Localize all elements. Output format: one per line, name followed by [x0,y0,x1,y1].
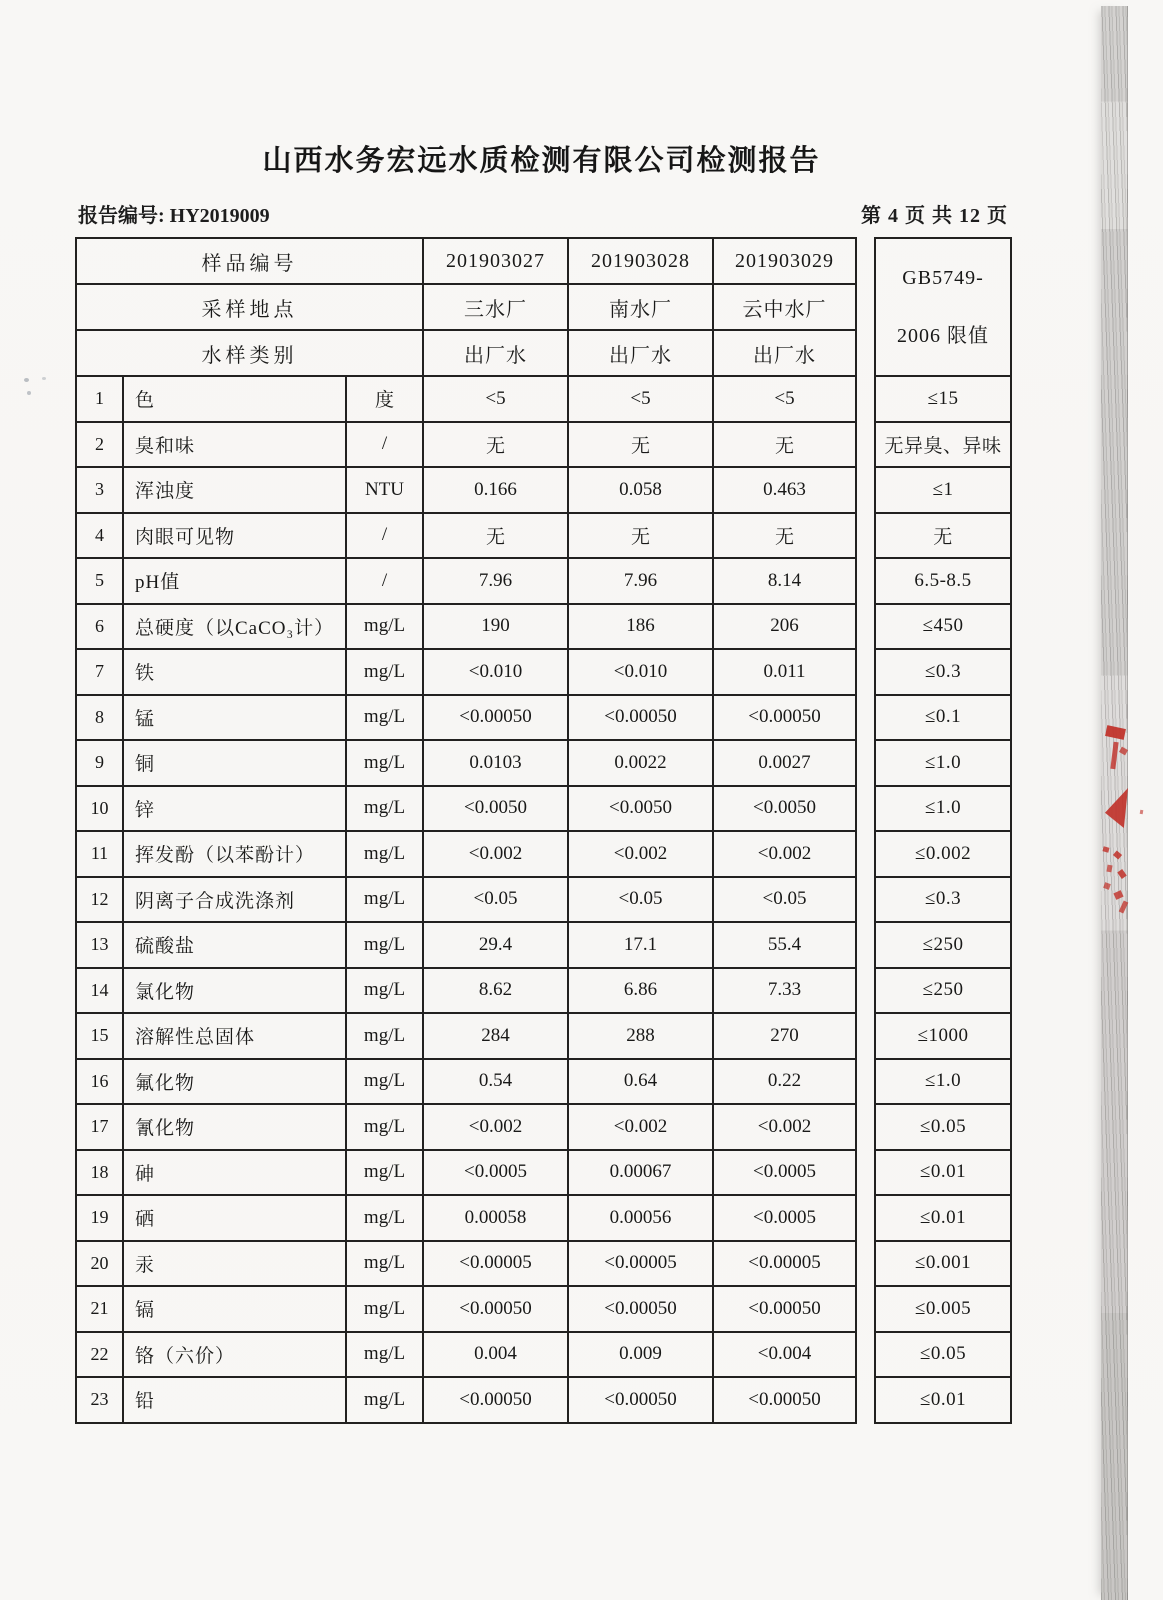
unit: mg/L [346,968,423,1014]
item-name: 砷 [123,1150,346,1196]
unit: mg/L [346,695,423,741]
limit-row [875,922,1011,968]
sample1-value: 8.62 [423,968,568,1014]
sample1-value: 无 [423,422,568,468]
limit-value: ≤0.01 [875,1377,1011,1423]
row-number: 16 [76,1059,123,1105]
row-number: 17 [76,1104,123,1150]
item-name: 臭和味 [123,422,346,468]
unit: mg/L [346,1241,423,1287]
unit: mg/L [346,877,423,923]
row-number: 1 [76,376,123,422]
sample2-value: 0.0022 [568,740,713,786]
unit: mg/L [346,922,423,968]
result-row [76,376,856,422]
results-table-body [76,238,856,1423]
sample3-value: 0.0027 [713,740,856,786]
sample3-value: <0.002 [713,1104,856,1150]
sample1-value: 无 [423,513,568,559]
limit-header-gap [876,293,1010,321]
limit-row [875,740,1011,786]
row-number: 14 [76,968,123,1014]
limit-header-line2: 2006 限值 [897,325,990,347]
report-number [78,199,270,228]
limit-value: ≤0.05 [875,1332,1011,1378]
limit-value: 无异臭、异味 [875,422,1011,468]
unit: mg/L [346,831,423,877]
sample2-value: 无 [568,422,713,468]
sample3-value: <0.0005 [713,1195,856,1241]
sample3-value: 无 [713,422,856,468]
row-number: 19 [76,1195,123,1241]
header-row [76,238,856,284]
limit-row [875,376,1011,422]
result-row [76,831,856,877]
result-row [76,467,856,513]
report-number-value: HY2019009 [169,205,270,227]
sample3-value: <0.0005 [713,1150,856,1196]
scan-speck [42,377,46,380]
row-number: 2 [76,422,123,468]
result-row [76,1059,856,1105]
item-name: 铬（六价） [123,1332,346,1378]
item-name: 硫酸盐 [123,922,346,968]
header-value: 出厂水 [713,330,856,376]
sample3-value: 7.33 [713,968,856,1014]
report-title: 山西水务宏远水质检测有限公司检测报告 [262,143,821,177]
limit-row [875,558,1011,604]
unit: mg/L [346,1332,423,1378]
row-number: 4 [76,513,123,559]
sample2-value: <0.05 [568,877,713,923]
sample3-value: <0.00005 [713,1241,856,1287]
header-value: 出厂水 [568,330,713,376]
limit-row [875,786,1011,832]
sample3-value: <0.002 [713,831,856,877]
row-number: 15 [76,1013,123,1059]
row-number: 8 [76,695,123,741]
sample1-value: <0.05 [423,877,568,923]
limit-value: ≤0.3 [875,877,1011,923]
item-name: 总硬度（以CaCO₃计） [123,604,346,650]
unit: mg/L [346,1195,423,1241]
header-row [76,284,856,330]
row-number: 22 [76,1332,123,1378]
page-indicator: 第 4 页 共 12 页 [861,205,1008,227]
limit-header-cell [875,238,1011,376]
limit-value: ≤0.3 [875,649,1011,695]
limit-header-row [875,238,1011,376]
limit-row [875,604,1011,650]
unit: / [346,422,423,468]
sample2-value: <0.00050 [568,695,713,741]
row-number: 3 [76,467,123,513]
row-number: 11 [76,831,123,877]
sample2-value: <0.002 [568,831,713,877]
sample3-value: <0.05 [713,877,856,923]
header-value: 201903029 [713,238,856,284]
unit: mg/L [346,1104,423,1150]
sample1-value: <0.00005 [423,1241,568,1287]
item-name: 镉 [123,1286,346,1332]
sample3-value: 8.14 [713,558,856,604]
result-row [76,1104,856,1150]
limits-table-body [875,238,1011,1423]
item-name: 浑浊度 [123,467,346,513]
sample2-value: <0.010 [568,649,713,695]
limit-value: ≤0.05 [875,1104,1011,1150]
limit-value: ≤250 [875,968,1011,1014]
item-name: 硒 [123,1195,346,1241]
limit-row [875,1195,1011,1241]
header-value: 云中水厂 [713,284,856,330]
row-number: 5 [76,558,123,604]
sample2-value: 0.058 [568,467,713,513]
row-number: 12 [76,877,123,923]
sample1-value: 0.004 [423,1332,568,1378]
unit: / [346,513,423,559]
sample2-value: 无 [568,513,713,559]
limit-value: ≤0.002 [875,831,1011,877]
result-row [76,740,856,786]
sample3-value: <5 [713,376,856,422]
item-name: 氟化物 [123,1059,346,1105]
result-row [76,1013,856,1059]
sample2-value: 0.00056 [568,1195,713,1241]
unit: mg/L [346,786,423,832]
sample2-value: <0.00050 [568,1286,713,1332]
result-row [76,604,856,650]
unit: mg/L [346,1059,423,1105]
item-name: 色 [123,376,346,422]
header-value: 三水厂 [423,284,568,330]
sample1-value: <0.00050 [423,1286,568,1332]
sample1-value: <0.00050 [423,1377,568,1423]
limit-value: ≤1.0 [875,1059,1011,1105]
sample2-value: <5 [568,376,713,422]
item-name: 锰 [123,695,346,741]
unit: NTU [346,467,423,513]
header-label: 样品编号 [76,238,423,284]
sample1-value: <0.00050 [423,695,568,741]
sample2-value: 0.009 [568,1332,713,1378]
unit: mg/L [346,740,423,786]
sample1-value: 0.0103 [423,740,568,786]
sample3-value: <0.00050 [713,1377,856,1423]
limit-row [875,467,1011,513]
sample1-value: 284 [423,1013,568,1059]
result-row [76,1377,856,1423]
result-row [76,1286,856,1332]
header-label: 采样地点 [76,284,423,330]
row-number: 7 [76,649,123,695]
result-row [76,1195,856,1241]
row-number: 10 [76,786,123,832]
unit: mg/L [346,1150,423,1196]
sample1-value: 190 [423,604,568,650]
item-name: 氰化物 [123,1104,346,1150]
item-name: 铜 [123,740,346,786]
sample2-value: <0.00050 [568,1377,713,1423]
header-value: 南水厂 [568,284,713,330]
limit-value: ≤15 [875,376,1011,422]
sample2-value: <0.00005 [568,1241,713,1287]
report-meta-row [78,199,1008,228]
row-number: 20 [76,1241,123,1287]
result-row [76,558,856,604]
sample1-value: 0.166 [423,467,568,513]
sample3-value: 270 [713,1013,856,1059]
limit-row [875,1059,1011,1105]
sample3-value: <0.00050 [713,1286,856,1332]
limit-value: ≤250 [875,922,1011,968]
limit-value: ≤1 [875,467,1011,513]
row-number: 23 [76,1377,123,1423]
row-number: 18 [76,1150,123,1196]
limit-row [875,422,1011,468]
sample2-value: 186 [568,604,713,650]
sample3-value: 0.463 [713,467,856,513]
item-name: 汞 [123,1241,346,1287]
limit-row [875,513,1011,559]
stamp-fragment [1140,810,1144,814]
limit-row [875,831,1011,877]
limit-row [875,1104,1011,1150]
unit: mg/L [346,1013,423,1059]
sample2-value: <0.0050 [568,786,713,832]
result-row [76,922,856,968]
results-table [75,237,857,1424]
report-number-label: 报告编号: [78,205,165,227]
sample3-value: <0.004 [713,1332,856,1378]
unit: mg/L [346,604,423,650]
limit-row [875,1332,1011,1378]
unit: 度 [346,376,423,422]
sample3-value: 206 [713,604,856,650]
sample1-value: <0.002 [423,1104,568,1150]
limit-row [875,968,1011,1014]
unit: mg/L [346,649,423,695]
limit-value: ≤0.01 [875,1195,1011,1241]
unit: mg/L [346,1286,423,1332]
row-number: 21 [76,1286,123,1332]
limit-value: ≤1000 [875,1013,1011,1059]
sample2-value: 7.96 [568,558,713,604]
limit-value: ≤1.0 [875,740,1011,786]
item-name: pH值 [123,558,346,604]
sample2-value: <0.002 [568,1104,713,1150]
header-value: 201903028 [568,238,713,284]
sample1-value: 29.4 [423,922,568,968]
sample2-value: 17.1 [568,922,713,968]
sample3-value: 0.22 [713,1059,856,1105]
limit-row [875,1241,1011,1287]
limit-row [875,877,1011,923]
limit-row [875,1377,1011,1423]
result-row [76,1150,856,1196]
item-name: 阴离子合成洗涤剂 [123,877,346,923]
sample1-value: <0.002 [423,831,568,877]
item-name: 铅 [123,1377,346,1423]
result-row [76,1332,856,1378]
sample3-value: 0.011 [713,649,856,695]
row-number: 9 [76,740,123,786]
item-name: 溶解性总固体 [123,1013,346,1059]
result-row [76,968,856,1014]
result-row [76,513,856,559]
item-name: 挥发酚（以苯酚计） [123,831,346,877]
item-name: 氯化物 [123,968,346,1014]
sample2-value: 288 [568,1013,713,1059]
limit-header-line1: GB5749- [902,267,984,289]
sample3-value: <0.00050 [713,695,856,741]
limit-value: ≤0.01 [875,1150,1011,1196]
limit-row [875,695,1011,741]
result-row [76,649,856,695]
sample2-value: 0.64 [568,1059,713,1105]
sample1-value: <5 [423,376,568,422]
item-name: 铁 [123,649,346,695]
limit-value: ≤450 [875,604,1011,650]
item-name: 肉眼可见物 [123,513,346,559]
sample3-value: <0.0050 [713,786,856,832]
header-label: 水样类别 [76,330,423,376]
sample1-value: 0.54 [423,1059,568,1105]
sample2-value: 0.00067 [568,1150,713,1196]
result-row [76,422,856,468]
limit-value: 无 [875,513,1011,559]
limit-value: ≤0.1 [875,695,1011,741]
limit-row [875,1150,1011,1196]
header-value: 201903027 [423,238,568,284]
sample3-value: 55.4 [713,922,856,968]
sample1-value: <0.0005 [423,1150,568,1196]
results-table-area [75,237,1012,1424]
limit-row [875,649,1011,695]
item-name: 锌 [123,786,346,832]
sample1-value: <0.0050 [423,786,568,832]
sample2-value: 6.86 [568,968,713,1014]
unit: mg/L [346,1377,423,1423]
sample1-value: 0.00058 [423,1195,568,1241]
row-number: 13 [76,922,123,968]
header-row [76,330,856,376]
scan-speck [24,378,29,382]
limit-value: ≤1.0 [875,786,1011,832]
result-row [76,786,856,832]
sample3-value: 无 [713,513,856,559]
header-value: 出厂水 [423,330,568,376]
result-row [76,877,856,923]
limit-value: 6.5-8.5 [875,558,1011,604]
limit-row [875,1286,1011,1332]
sample1-value: <0.010 [423,649,568,695]
result-row [76,695,856,741]
sample1-value: 7.96 [423,558,568,604]
limit-value: ≤0.005 [875,1286,1011,1332]
scan-speck [27,391,31,395]
unit: / [346,558,423,604]
limit-value: ≤0.001 [875,1241,1011,1287]
row-number: 6 [76,604,123,650]
limit-row [875,1013,1011,1059]
result-row [76,1241,856,1287]
limits-table [874,237,1012,1424]
